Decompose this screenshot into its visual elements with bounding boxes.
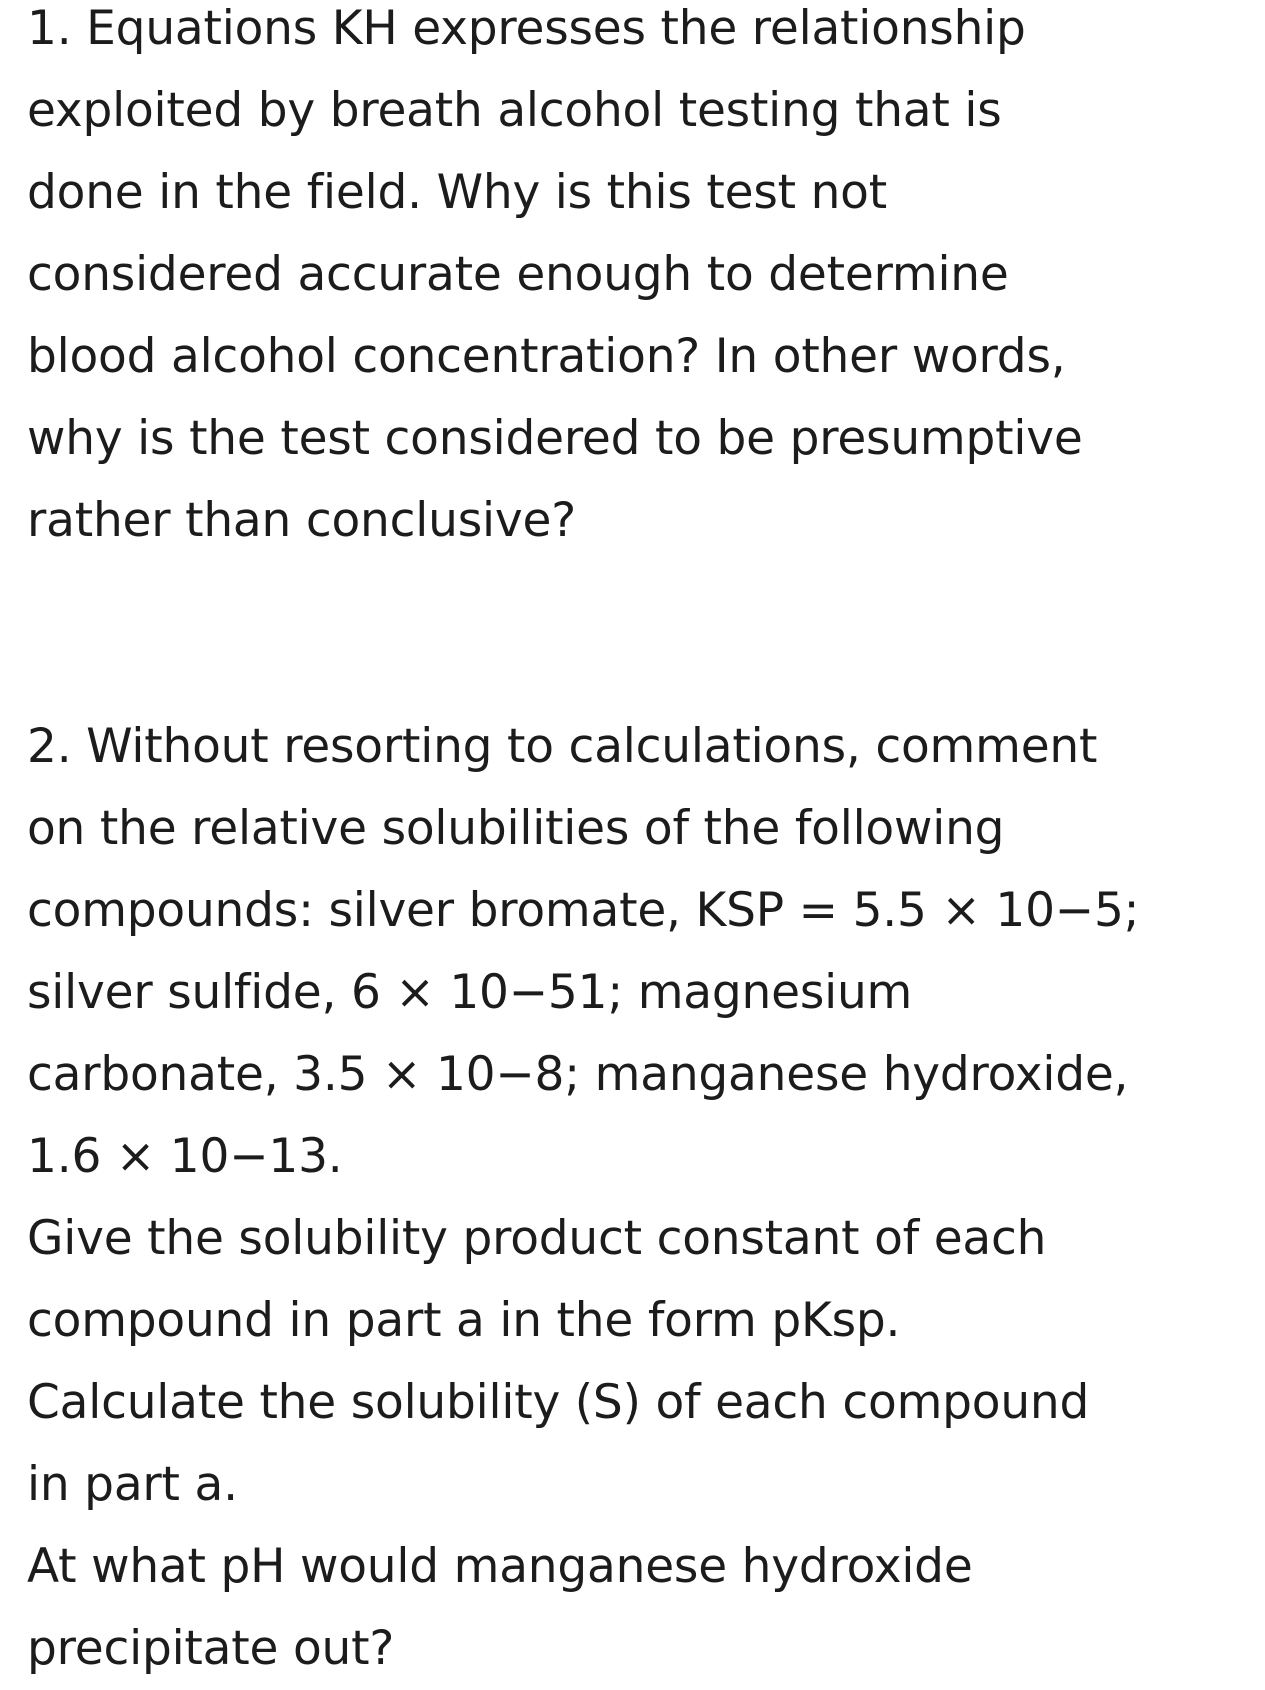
question-1-line: rather than conclusive? bbox=[27, 493, 576, 548]
question-1-line: exploited by breath alcohol testing that is bbox=[27, 83, 1002, 138]
question-2 bbox=[27, 706, 1139, 1690]
question-2-line: Calculate the solubility (S) of each compound bbox=[27, 1375, 1090, 1430]
question-1-line: why is the test considered to be presumptive bbox=[27, 411, 1083, 466]
question-1-line: considered accurate enough to determine bbox=[27, 247, 1009, 302]
question-2-line: 1.6 × 10−13. bbox=[27, 1129, 343, 1184]
question-2-line: Give the solubility product constant of each bbox=[27, 1211, 1047, 1266]
question-2-line: precipitate out? bbox=[27, 1621, 395, 1676]
question-2-line: compounds: silver bromate, KSP = 5.5 × 10−5; bbox=[27, 883, 1140, 938]
question-2-line: silver sulfide, 6 × 10−51; magnesium bbox=[27, 965, 913, 1020]
question-2-line: 2. Without resorting to calculations, comment bbox=[27, 719, 1098, 774]
question-2-line: At what pH would manganese hydroxide bbox=[27, 1539, 973, 1594]
question-1-line: done in the field. Why is this test not bbox=[27, 165, 887, 220]
question-2-line: compound in part a in the form pKsp. bbox=[27, 1293, 901, 1348]
question-1 bbox=[27, 0, 1083, 562]
question-1-line: 1. Equations KH expresses the relationship bbox=[27, 1, 1026, 56]
question-1-line: blood alcohol concentration? In other words, bbox=[27, 329, 1066, 384]
question-2-line: carbonate, 3.5 × 10−8; manganese hydroxide, bbox=[27, 1047, 1129, 1102]
question-2-line: in part a. bbox=[27, 1457, 238, 1512]
question-2-line: on the relative solubilities of the following bbox=[27, 801, 1005, 856]
